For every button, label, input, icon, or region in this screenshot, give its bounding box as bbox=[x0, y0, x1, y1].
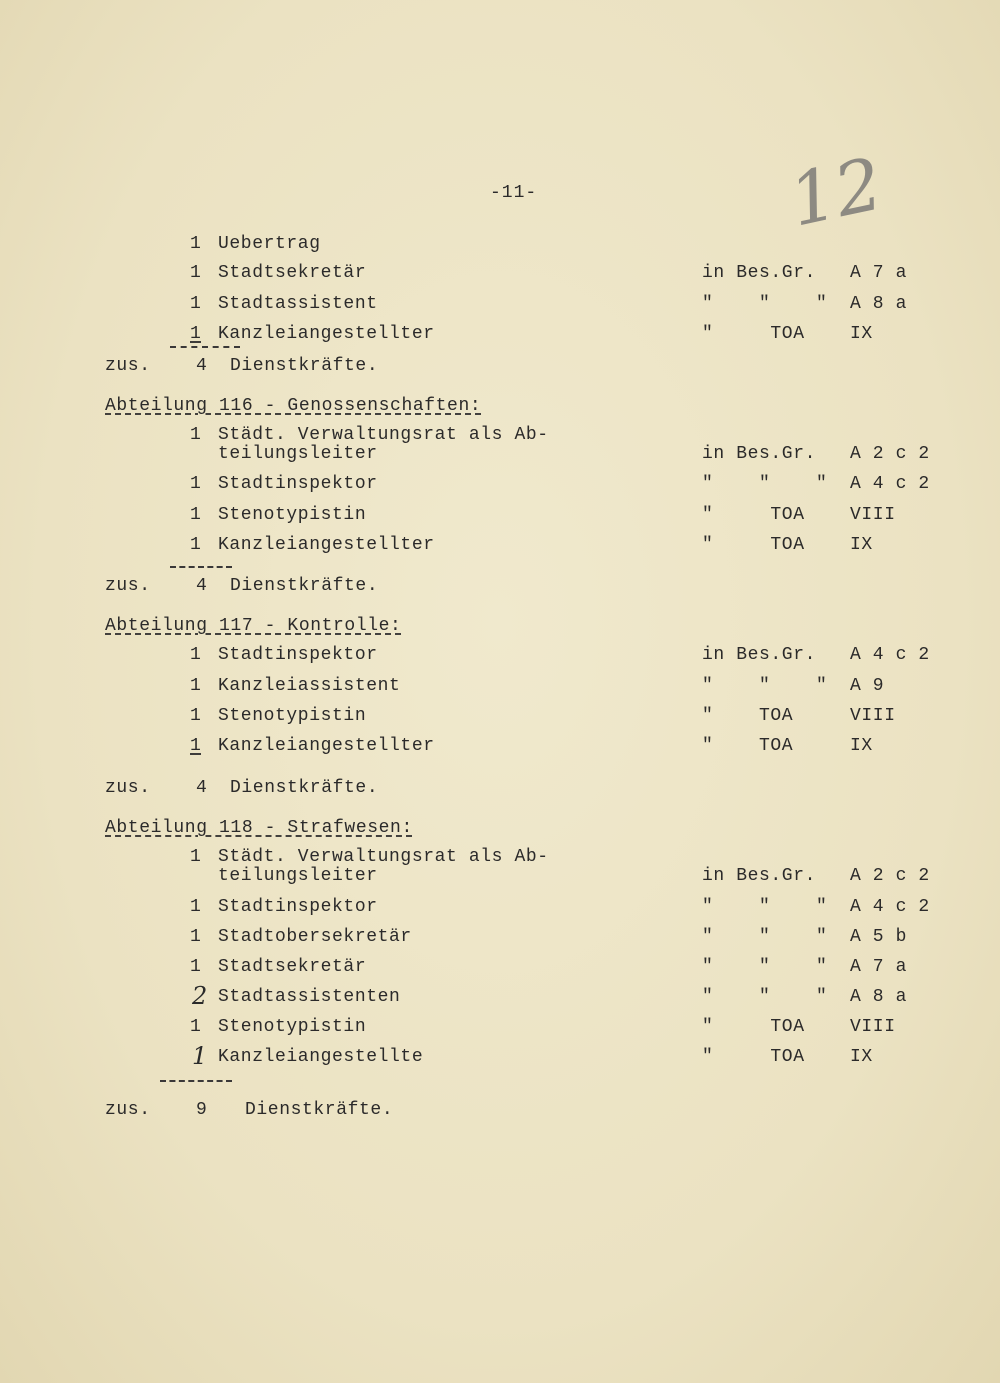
row-gruppe: " " " bbox=[702, 987, 828, 1007]
row-name: Kanzleiangestellter bbox=[218, 736, 435, 756]
row-name: teilungsleiter bbox=[218, 444, 378, 464]
row-stufe: A 2 c 2 bbox=[850, 866, 930, 886]
total-label: Dienstkräfte. bbox=[245, 1100, 394, 1120]
row-name: Stadtsekretär bbox=[218, 957, 367, 977]
row-name: Kanzleiangestellte bbox=[218, 1047, 424, 1067]
total-prefix: zus. bbox=[105, 576, 151, 596]
row-name: Stadtassistent bbox=[218, 294, 378, 314]
row-name: Stadtassistenten bbox=[218, 987, 401, 1007]
row-stufe: A 5 b bbox=[850, 927, 908, 947]
row-count: 1 bbox=[190, 736, 202, 756]
row-gruppe: " " " bbox=[702, 294, 828, 314]
row-count: 1 bbox=[190, 294, 202, 314]
section-heading: Abteilung 117 - Kontrolle: bbox=[105, 616, 402, 636]
row-name: Stadtobersekretär bbox=[218, 927, 412, 947]
row-stufe: VIII bbox=[850, 706, 896, 726]
row-stufe: A 2 c 2 bbox=[850, 444, 930, 464]
total-prefix: zus. bbox=[105, 1100, 151, 1120]
page-number: -11- bbox=[490, 183, 538, 203]
row-count: 1 bbox=[190, 324, 202, 344]
row-gruppe: " TOA bbox=[702, 535, 805, 555]
row-gruppe: " TOA bbox=[702, 324, 805, 344]
row-stufe: A 4 c 2 bbox=[850, 645, 930, 665]
row-gruppe: " TOA bbox=[702, 706, 794, 726]
total-label: Dienstkräfte. bbox=[230, 778, 379, 798]
row-name: Stadtinspektor bbox=[218, 645, 378, 665]
row-count: 1 bbox=[190, 234, 202, 254]
total-count: 4 bbox=[196, 576, 208, 596]
row-count: 1 bbox=[190, 535, 202, 555]
row-stufe: A 8 a bbox=[850, 294, 908, 314]
row-stufe: A 7 a bbox=[850, 957, 908, 977]
pencil-folio-mark: 12 bbox=[782, 141, 890, 243]
row-stufe: VIII bbox=[850, 505, 896, 525]
row-count: 1 bbox=[190, 847, 202, 867]
row-stufe: A 4 c 2 bbox=[850, 474, 930, 494]
row-stufe: IX bbox=[850, 1047, 873, 1067]
row-stufe: IX bbox=[850, 324, 873, 344]
row-count: 1 bbox=[190, 927, 202, 947]
row-gruppe: " TOA bbox=[702, 736, 794, 756]
row-name: Stadtinspektor bbox=[218, 897, 378, 917]
handwritten-count: 2 bbox=[192, 982, 208, 1010]
row-count: 1 bbox=[190, 263, 202, 283]
row-stufe: IX bbox=[850, 535, 873, 555]
row-name: teilungsleiter bbox=[218, 866, 378, 886]
row-count: 1 bbox=[190, 425, 202, 445]
sum-rule bbox=[160, 1080, 232, 1082]
row-gruppe: " TOA bbox=[702, 505, 805, 525]
row-count: 1 bbox=[190, 645, 202, 665]
total-prefix: zus. bbox=[105, 356, 151, 376]
row-name: Uebertrag bbox=[218, 234, 321, 254]
handwritten-count: 1 bbox=[192, 1042, 208, 1070]
section-heading: Abteilung 116 - Genossenschaften: bbox=[105, 396, 482, 416]
row-name: Stenotypistin bbox=[218, 505, 367, 525]
total-count: 4 bbox=[196, 356, 208, 376]
total-count: 9 bbox=[196, 1100, 208, 1120]
row-gruppe: " TOA bbox=[702, 1047, 805, 1067]
row-gruppe: " " " bbox=[702, 474, 828, 494]
row-gruppe: " " " bbox=[702, 927, 828, 947]
row-name: Städt. Verwaltungsrat als Ab- bbox=[218, 847, 549, 867]
row-name: Stadtinspektor bbox=[218, 474, 378, 494]
total-count: 4 bbox=[196, 778, 208, 798]
row-count: 1 bbox=[190, 505, 202, 525]
row-name: Kanzleiangestellter bbox=[218, 324, 435, 344]
row-name: Stadtsekretär bbox=[218, 263, 367, 283]
section-heading: Abteilung 118 - Strafwesen: bbox=[105, 818, 413, 838]
total-label: Dienstkräfte. bbox=[230, 576, 379, 596]
row-gruppe: " TOA bbox=[702, 1017, 805, 1037]
row-stufe: A 9 bbox=[850, 676, 885, 696]
row-stufe: A 4 c 2 bbox=[850, 897, 930, 917]
row-gruppe: in Bes.Gr. bbox=[702, 866, 817, 886]
row-gruppe: in Bes.Gr. bbox=[702, 263, 817, 283]
row-gruppe: " " " bbox=[702, 676, 828, 696]
row-count: 1 bbox=[190, 1017, 202, 1037]
row-count: 1 bbox=[190, 676, 202, 696]
row-name: Stenotypistin bbox=[218, 706, 367, 726]
row-stufe: IX bbox=[850, 736, 873, 756]
row-count: 1 bbox=[190, 474, 202, 494]
row-stufe: VIII bbox=[850, 1017, 896, 1037]
row-gruppe: " " " bbox=[702, 897, 828, 917]
sum-rule bbox=[170, 346, 240, 348]
row-count: 1 bbox=[190, 957, 202, 977]
row-name: Kanzleiassistent bbox=[218, 676, 401, 696]
row-stufe: A 7 a bbox=[850, 263, 908, 283]
row-name: Kanzleiangestellter bbox=[218, 535, 435, 555]
total-prefix: zus. bbox=[105, 778, 151, 798]
row-name: Stenotypistin bbox=[218, 1017, 367, 1037]
row-stufe: A 8 a bbox=[850, 987, 908, 1007]
row-name: Städt. Verwaltungsrat als Ab- bbox=[218, 425, 549, 445]
sum-rule bbox=[170, 566, 232, 568]
row-gruppe: in Bes.Gr. bbox=[702, 444, 817, 464]
row-gruppe: " " " bbox=[702, 957, 828, 977]
row-gruppe: in Bes.Gr. bbox=[702, 645, 817, 665]
total-label: Dienstkräfte. bbox=[230, 356, 379, 376]
row-count: 1 bbox=[190, 706, 202, 726]
row-count: 1 bbox=[190, 897, 202, 917]
